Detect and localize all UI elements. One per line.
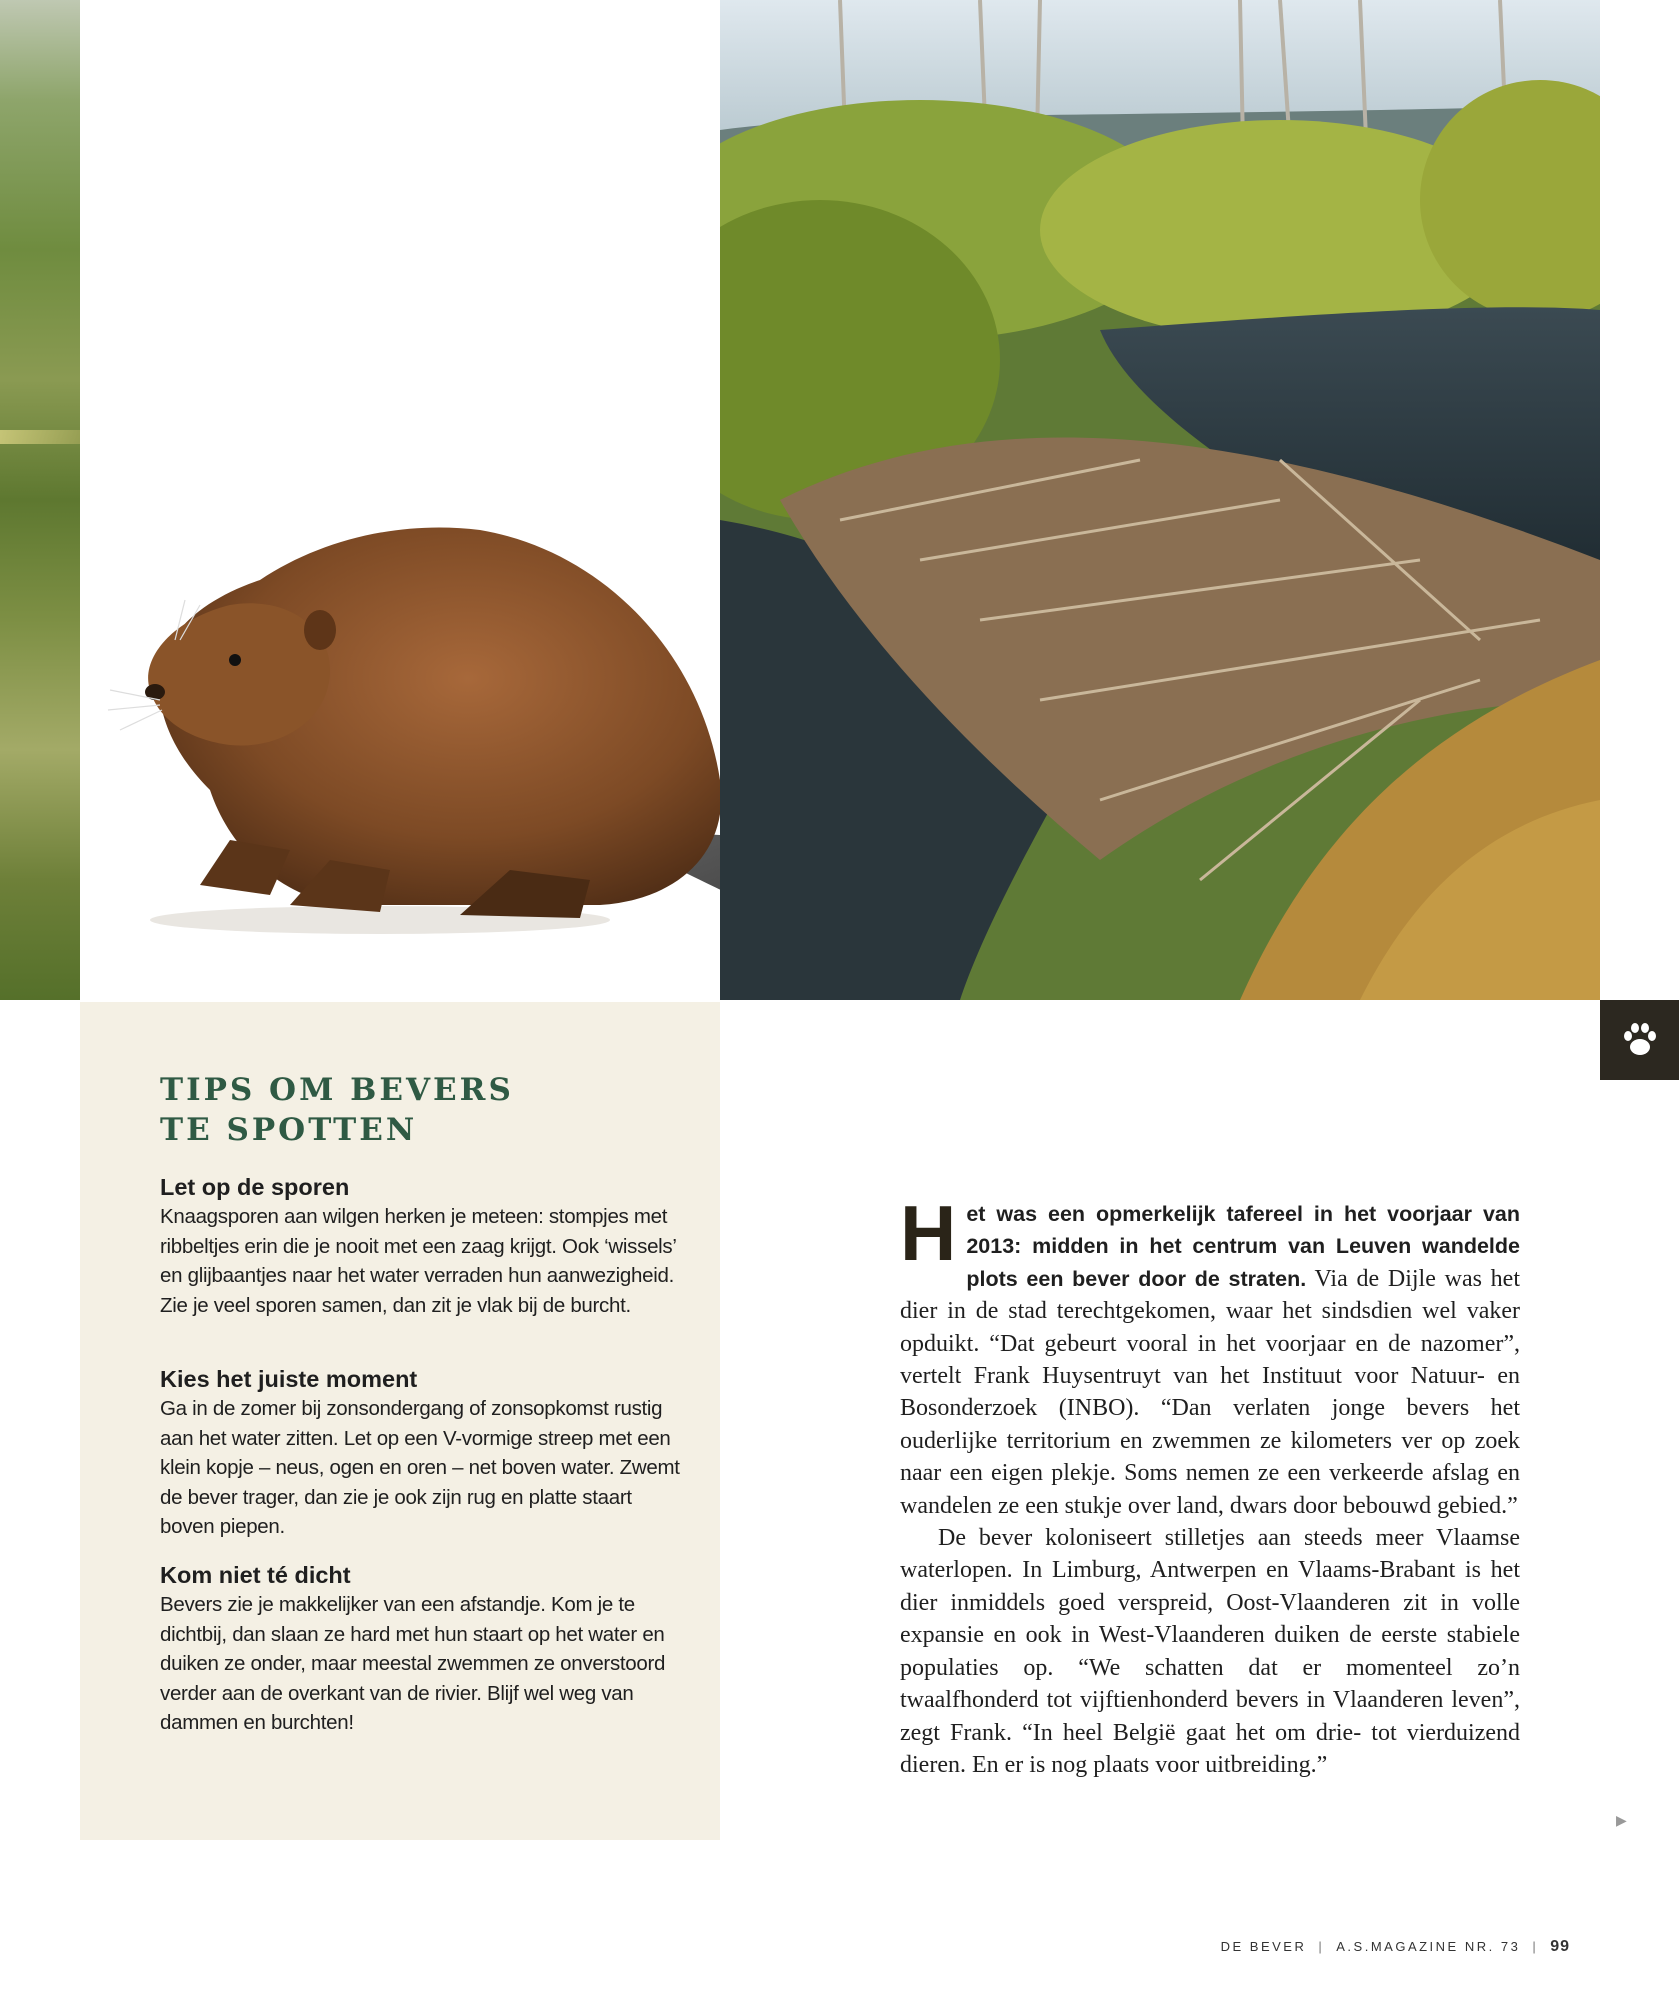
footer-section: DE BEVER	[1220, 1939, 1307, 1954]
beaver-dam-photo	[720, 0, 1600, 1000]
tips-title-line-1: TIPS OM BEVERS	[160, 1072, 514, 1108]
tips-title-line-2: TE SPOTTEN	[160, 1112, 418, 1148]
footer-separator: |	[1532, 1939, 1539, 1954]
footer-separator: |	[1318, 1939, 1325, 1954]
page-number: 99	[1550, 1938, 1570, 1955]
next-page-arrow-icon: ▶	[1616, 1812, 1627, 1828]
tip-body-1: Knaagsporen aan wilgen herken je meteen: stompjes met ribbeltjes erin die je nooit met een zaag krijgt. Ook ‘wissels’ en glijbaantjes naar het water verraden hun aanwezigheid. Zie je veel sporen samen, dan zit je vlak bij de burcht.	[160, 1205, 676, 1317]
tip-body-3: Bevers zie je makkelijker van een afstandje. Kom je te dichtbij, dan slaan ze hard met hun staart op het water en duiken ze onder, maar meestal zwemmen ze onverstoord verder aan de overkant van de rivier. Blijf wel weg van dammen en burchten!	[160, 1593, 666, 1734]
tip-body-2: Ga in de zomer bij zonsondergang of zonsopkomst rustig aan het water zitten. Let op een V-vormige streep met een klein kopje – neus, ogen en oren – net boven water. Zwemt de bever trager, dan zie je ook zijn rug en platte staart boven piepen.	[160, 1397, 680, 1538]
article-lead: et was een opmerkelijk tafereel in het voorjaar van 2013: midden in het centrum van Leuven wandelde plots een bever door de straten.	[966, 1202, 1520, 1291]
article-paragraph-1: Via de Dijle was het dier in de stad terechtgekomen, waar het sindsdien wel vaker opduikt. “Dat gebeurt vooral in het voorjaar en de nazomer”, vertelt Frank Huysentruyt van het Instituut voor Natuur- en Bosonderzoek (INBO). “Dan verlaten jonge bevers het ouderlijke territorium en zwemmen ze kilometers ver op zoek naar een eigen plekje. Soms nemen ze een verkeerde afslag en wandelen ze een stukje over land, dwars door bebouwd gebied.”	[900, 1265, 1520, 1519]
article-paragraph-2: De bever koloniseert stilletjes aan steeds meer Vlaamse waterlopen. In Limburg, Antwerpen en Vlaams-Brabant is het dier inmiddels goed verspreid, Oost-Vlaanderen zit in volle expansie en ook in West-Vlaanderen duiken de eerste stabiele populaties op. “We schatten dat er momenteel zo’n twaalfhonderd tot vijftienhonderd bevers in Vlaanderen leven”, zegt Frank. “In heel België gaat het om drie- tot vierduizend dieren. En er is nog plaats voor uitbreiding.”	[900, 1525, 1520, 1778]
tips-title	[160, 1070, 680, 1150]
beaver-illustration	[80, 0, 720, 1000]
footer-magazine: A.S.MAGAZINE NR. 73	[1336, 1939, 1521, 1954]
edge-photo-strip	[0, 0, 80, 1000]
tip-heading-2: Kies het juiste moment	[160, 1366, 418, 1392]
drop-cap: H	[900, 1189, 957, 1277]
paw-section-tab	[1600, 1000, 1679, 1080]
paw-icon	[1619, 1019, 1661, 1061]
page-footer	[1100, 1938, 1570, 1956]
tip-heading-3: Kom niet té dicht	[160, 1562, 351, 1588]
article-body	[900, 1189, 1520, 1781]
tip-heading-1: Let op de sporen	[160, 1174, 350, 1200]
